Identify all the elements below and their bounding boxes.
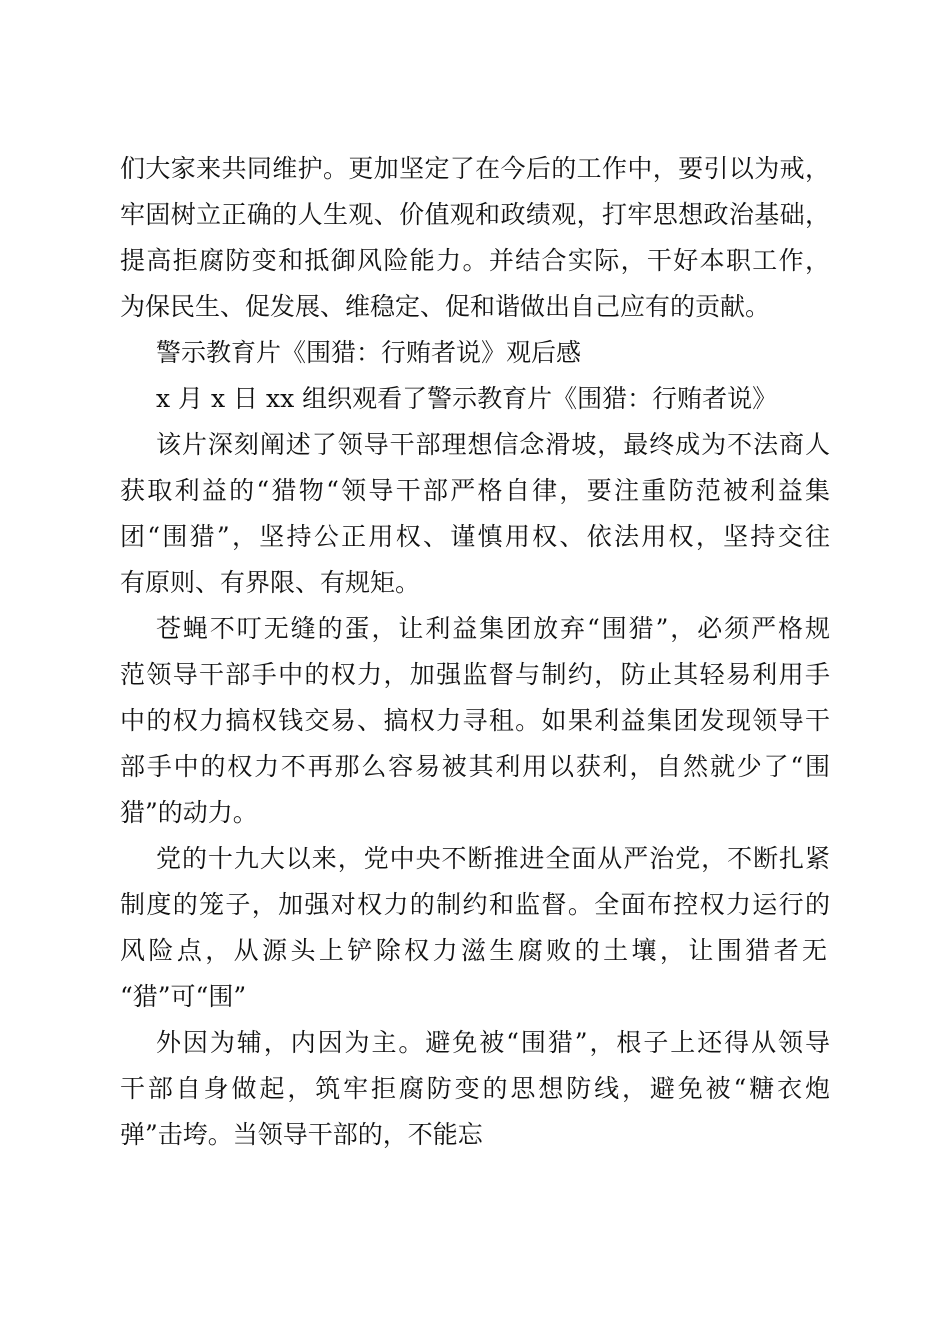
text-line-19: “猎”可“围”	[120, 982, 247, 1011]
text-line-13: 中的权力搞权钱交易、搞权力寻租。如果利益集团发现领导干	[120, 706, 830, 735]
text-line-21: 干部自身做起，筑牢拒腐防变的思想防线，避免被“糖衣炮	[120, 1074, 830, 1103]
text-line-12: 范领导干部手中的权力，加强监督与制约，防止其轻易利用手	[120, 660, 830, 689]
text-line-18: 风险点，从源头上铲除权力滋生腐败的土壤，让围猎者无	[120, 936, 830, 965]
text-line-14: 部手中的权力不再那么容易被其利用以获利，自然就少了“围	[120, 752, 830, 781]
text-line-4: 为保民生、促发展、维稳定、促和谐做出自己应有的贡献。	[120, 292, 771, 321]
text-line-20: 外因为辅，内因为主。避免被“围猎”，根子上还得从领导	[156, 1028, 830, 1057]
text-line-11: 苍蝇不叮无缝的蛋，让利益集团放弃“围猎”，必须严格规	[156, 614, 830, 643]
text-line-10: 有原则、有界限、有规矩。	[120, 568, 421, 597]
text-line-15: 猎”的动力。	[120, 798, 258, 827]
text-line-6: x 月 x 日 xx 组织观看了警示教育片《围猎：行贿者说》	[156, 384, 778, 413]
text-line-8: 获取利益的“猎物“领导干部严格自律，要注重防范被利益集	[120, 476, 830, 505]
text-line-17: 制度的笼子，加强对权力的制约和监督。全面布控权力运行的	[120, 890, 830, 919]
document-body	[120, 146, 830, 1158]
text-line-2: 牢固树立正确的人生观、价值观和政绩观，打牢思想政治基础，	[120, 200, 830, 229]
text-line-7: 该片深刻阐述了领导干部理想信念滑坡，最终成为不法商人	[156, 430, 830, 459]
text-line-1: 们大家来共同维护。更加坚定了在今后的工作中，要引以为戒，	[120, 154, 830, 183]
text-line-16: 党的十九大以来，党中央不断推进全面从严治党，不断扎紧	[156, 844, 830, 873]
text-line-22: 弹”击垮。当领导干部的，不能忘	[120, 1120, 483, 1149]
text-line-3: 提高拒腐防变和抵御风险能力。并结合实际，干好本职工作，	[120, 246, 830, 275]
section-title: 警示教育片《围猎：行贿者说》观后感	[156, 338, 582, 367]
text-line-9: 团“围猎”，坚持公正用权、谨慎用权、依法用权，坚持交往	[120, 522, 830, 551]
